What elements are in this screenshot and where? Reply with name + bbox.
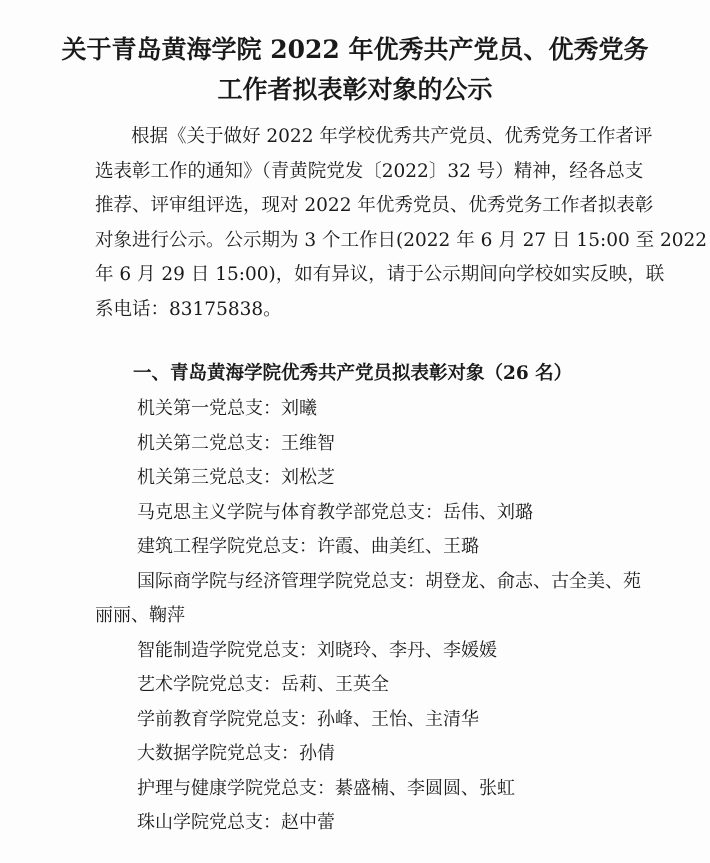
document-title-line-2: 工作者拟表彰对象的公示 (217, 75, 493, 104)
list-item: 大数据学院党总支：孙倩 (137, 743, 335, 764)
intro-line: 选表彰工作的通知》（青黄院党发〔2022〕32 号）精神，经各总支 (95, 160, 644, 182)
list-item: 智能制造学院党总支：刘晓玲、李丹、李媛媛 (137, 639, 497, 661)
section-heading: 一、青岛黄海学院优秀共产党员拟表彰对象（26 名） (133, 363, 573, 384)
intro-paragraph (95, 120, 708, 327)
document-title-line-1: 关于青岛黄海学院 2022 年优秀共产党员、优秀党务 (61, 35, 649, 64)
intro-line: 根据《关于做好 2022 年学校优秀共产党员、优秀党务工作者评 (131, 126, 653, 147)
list-item: 护理与健康学院党总支：綦盛楠、李圆圆、张虹 (137, 777, 515, 799)
nominee-list (95, 392, 657, 841)
list-item: 学前教育学院党总支：孙峰、王怡、主清华 (137, 708, 479, 730)
intro-line: 推荐、评审组评选，现对 2022 年优秀党员、优秀党务工作者拟表彰 (95, 195, 654, 216)
list-item-continuation: 丽丽、鞠萍 (95, 605, 185, 626)
list-item: 机关第一党总支：刘曦 (137, 398, 317, 419)
list-item: 机关第二党总支：王维智 (137, 432, 335, 454)
list-item: 艺术学院党总支：岳莉、王英全 (137, 674, 389, 695)
list-item: 马克思主义学院与体育教学部党总支：岳伟、刘璐 (137, 501, 533, 523)
list-item-line: 国际商学院与经济管理学院党总支：胡登龙、俞志、古全美、苑 (137, 570, 641, 592)
list-item: 机关第三党总支：刘松芝 (137, 467, 335, 488)
intro-line: 年 6 月 29 日 15:00)，如有异议，请于公示期间向学校如实反映，联 (95, 264, 665, 285)
list-item (95, 565, 657, 634)
list-item: 建筑工程学院党总支：许霞、曲美红、王璐 (137, 536, 479, 557)
intro-line: 对象进行公示。公示期为 3 个工作日(2022 年 6 月 27 日 15:00 至 2022 (95, 229, 708, 251)
intro-line: 系电话：83175838。 (95, 298, 282, 320)
list-item: 珠山学院党总支：赵中蕾 (137, 812, 335, 833)
